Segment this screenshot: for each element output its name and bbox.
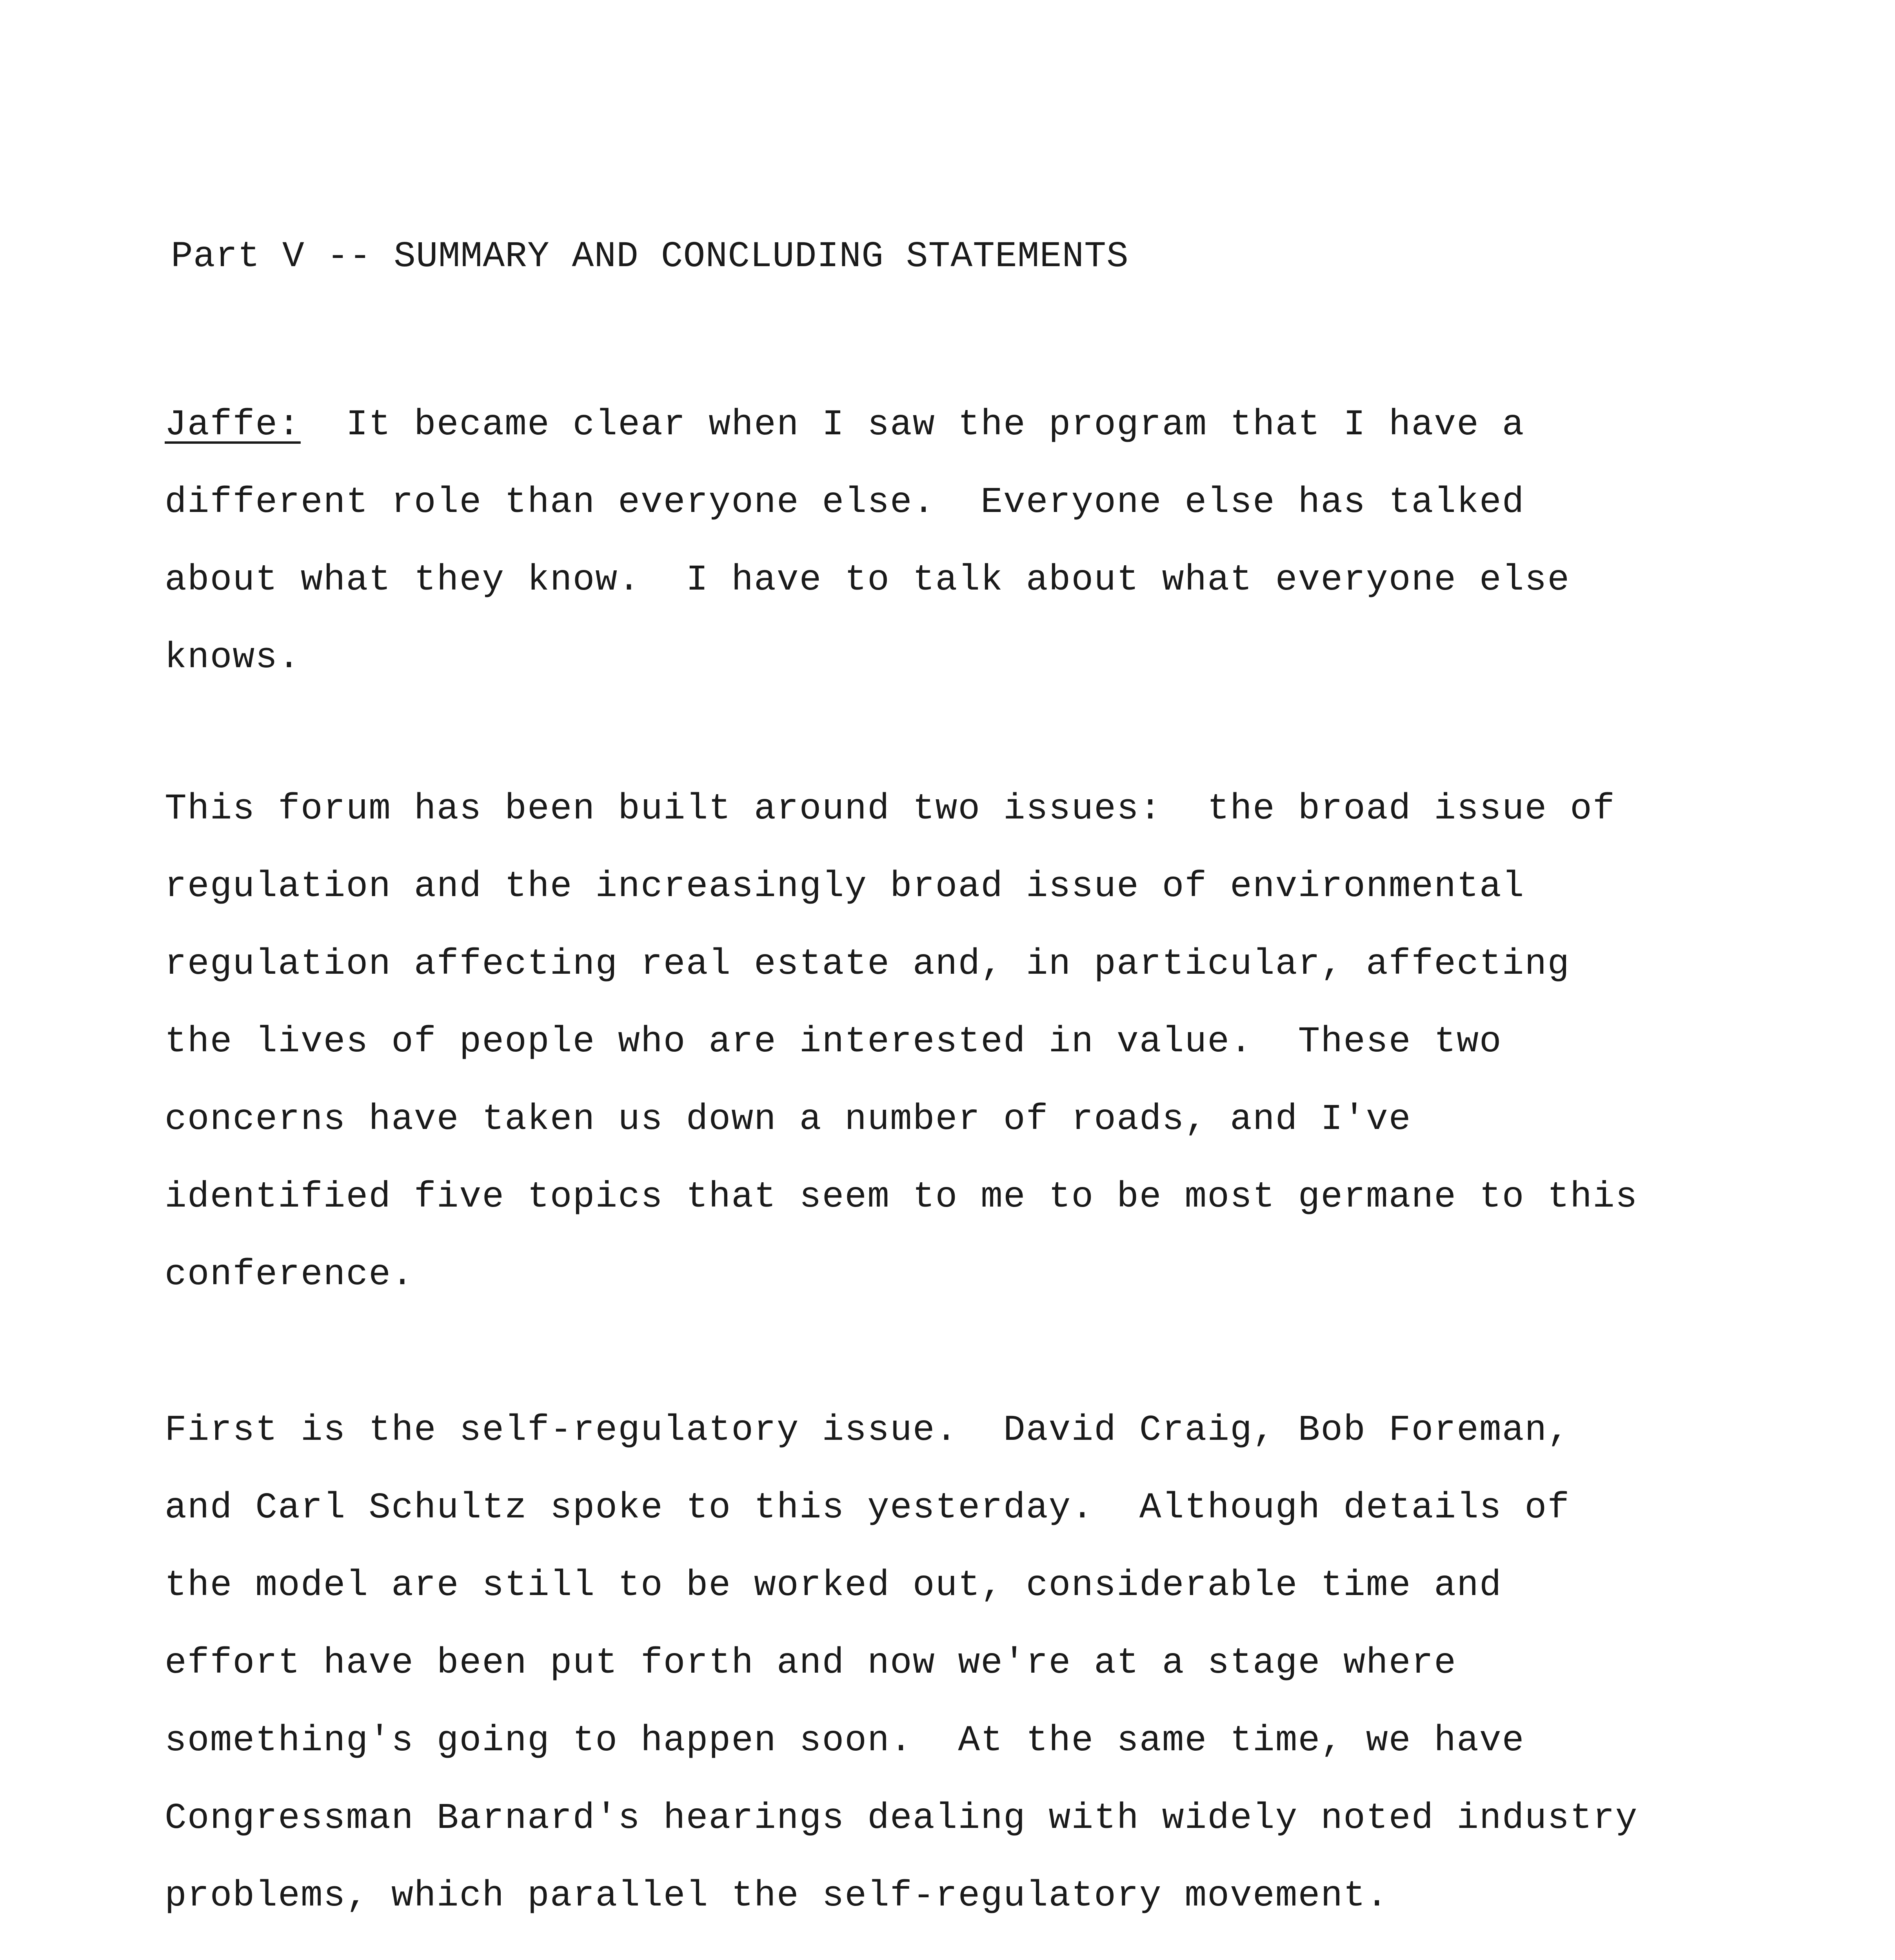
- paragraph-line: This forum has been built around two issues: the broad issue of: [165, 788, 1615, 829]
- paragraph-line: different role than everyone else. Everyone else has talked: [165, 482, 1525, 523]
- paragraph-self-regulatory: [165, 1392, 1753, 1935]
- paragraph-jaffe-intro: [165, 386, 1753, 697]
- paragraph-line: about what they know. I have to talk about what everyone else: [165, 559, 1570, 601]
- paragraph-line: and Carl Schultz spoke to this yesterday. Although details of: [165, 1487, 1570, 1528]
- section-heading: Part V -- SUMMARY AND CONCLUDING STATEMENTS: [171, 236, 1129, 277]
- paragraph-forum-issues: [165, 770, 1753, 1314]
- paragraph-line: the lives of people who are interested in value. These two: [165, 1021, 1502, 1062]
- paragraph-line: knows.: [165, 637, 301, 678]
- paragraph-line: effort have been put forth and now we're at a stage where: [165, 1642, 1457, 1684]
- paragraph-line: conference.: [165, 1254, 414, 1295]
- paragraph-line: regulation and the increasingly broad issue of environmental: [165, 866, 1525, 907]
- paragraph-line: Congressman Barnard's hearings dealing with widely noted industry: [165, 1798, 1638, 1839]
- paragraph-line: something's going to happen soon. At the same time, we have: [165, 1720, 1525, 1761]
- paragraph-line: regulation affecting real estate and, in particular, affecting: [165, 944, 1570, 985]
- paragraph-line: concerns have taken us down a number of roads, and I've: [165, 1099, 1412, 1140]
- paragraph-line: problems, which parallel the self-regulatory movement.: [165, 1875, 1389, 1916]
- paragraph-line: [165, 386, 1753, 464]
- line-text: It became clear when I saw the program that I have a: [346, 404, 1525, 445]
- paragraph-line: identified five topics that seem to me to be most germane to this: [165, 1176, 1638, 1218]
- paragraph-line: First is the self-regulatory issue. David Craig, Bob Foreman,: [165, 1410, 1570, 1451]
- speaker-name: Jaffe:: [165, 404, 301, 445]
- paragraph-line: the model are still to be worked out, considerable time and: [165, 1565, 1502, 1606]
